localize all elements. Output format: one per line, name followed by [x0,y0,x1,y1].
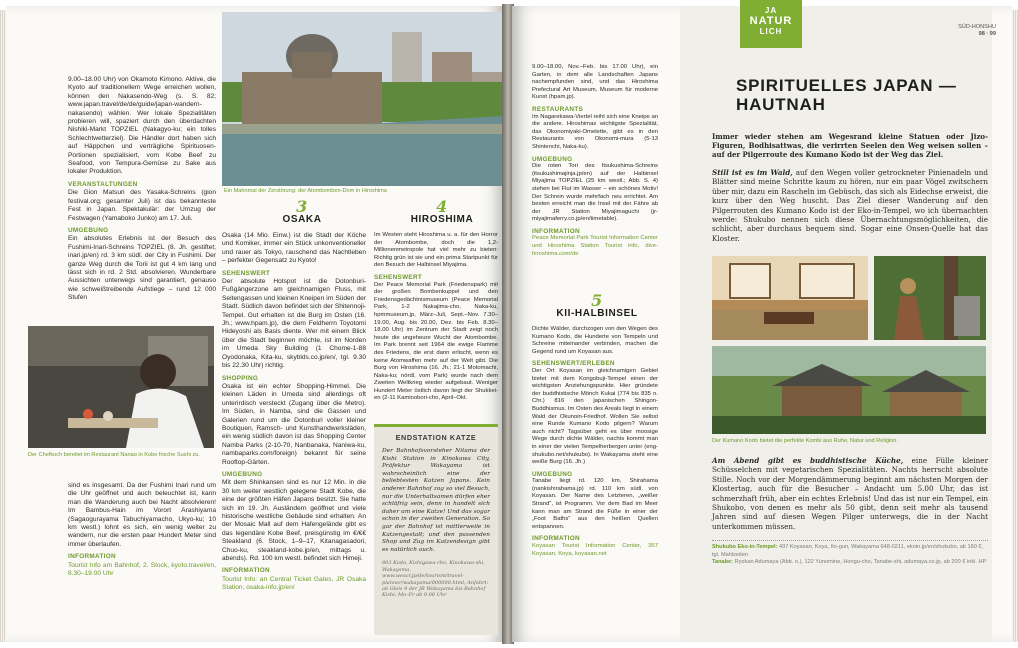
text-block: Dichte Wälder, durchzogen von den Wegen des Kumano Kodo, die Hunderte von Tempeln und Schreine miteinander verbinden, machen die Gegend rund um Koyasan aus. [532,326,658,355]
section-heading: INFORMATION [68,553,116,561]
temple-village-photo [712,346,986,434]
text-block: Mit dem Shinkansen sind es nur 12 Min. in die 30 km weiter westlich gelegene Stadt Kobe, die eine der größten Häfen Japans besitzt. Sie hatte sich im 19. Jh. Ausländern geöffnet und viele historische westliche Gebäude sind erhalten. An der Mosaic Mall auf dem Hafengelände gibt es das legendäre Kobe Beef, preisgünstig im €/€€ Steakland (6. Stock, 1–9–17, Kitanagasadori, Chuo-ku, steakland-kobe.jp/en, mittags u. abends). Rd. 100 km westl. befindet sich Himeji. [222,479,366,563]
body-1-text: auf den Wegen voller getrockneter Pinienadeln und Blätter sind meine Schritte kaum zu hören, nur ein paar Vögel zwitschern über mir, dazu ein Rascheln im Gebüsch, das sich als Eidechse erweist, die kurz über den Weg huscht. Das Ziel dieser Wanderung auf den Pilgerrouten des Kumano Kodo ist der Eko-in-Tempel, wo ich übernachten werde: Shukubo nennen sich diese Übernachtungsmöglichkeiten, die schlicht, aber durchaus bequem sind. Sogar eine Onsen-Quelle hat das Kloster. [712,168,988,243]
tag-line-3: LICH [759,27,783,36]
kii-heading [542,291,652,319]
section-heading: SHOPPING [222,374,259,382]
text-block: Tourist Info am Bahnhof, 2. Stock, kyoto.travel/en, 8.30–19.00 Uhr [68,561,216,578]
info-line-1 [712,544,988,559]
text-block: Osaka (14 Mio. Einw.) ist die Stadt der Köche und Komiker, immer ein Stück unkonventioneller und rauer als Tokyo, rauschend das Nachtleben – perfekter Gegensatz zu Kyoto! [222,232,366,265]
section-heading: UMGEBUNG [532,470,573,478]
text-block: 9.00–18.00, Nov.–Feb. bis 17.00 Uhr), ein Garten, in dem alle Landschaften Japans nachempfunden sind, und das Hiroshima Prefectural Art Museum, Museum für moderne Kunst (hpam.jp). [532,64,658,101]
kii-number: 5 [591,291,603,310]
katze-title: ENDSTATION KATZE [395,433,477,442]
kii-name: KII-HALBINSEL [556,308,638,319]
section-heading: UMGEBUNG [532,155,573,163]
hiroshima-name: HIROSHIMA [410,214,474,225]
text-block: Der absolute Hotspot ist die Dotonburi-Fußgängerzone am gleichnamigen Fluss, mit Seitengassen und kleinen Kneipen im Süden der Stadt. Südlich davon befindet sich der Shitennoji-Tempel. Gut erhalten ist die Burg im Osten (16. Jh.; www.hpam.jp), die dem Feldherrn Toyotomi Hideyoshi als Basis diente. Wer mit einem Blick über die Stadt beginnen möchte, ist im Norden im Umeda Sky Building (1 Chome-1-88 Oyodonaka, Kita-ku, skyblds.co.jp/en/, tgl. 9.30 bis 22.30 Uhr) richtig. [222,278,366,370]
text-block: Der Peace Memorial Park (Friedenspark) mit der großen Bombenkuppel und den Friedensgedächtnismuseum (Peace Memorial Park, 1-2 Nakajima-cho, Naka-ku, hpmmuseum.jp, März–Juli, Sept.–Nov. 7.30–19.00, Aug. bis 20.00, Dez. bis Feb. 8.30–18.00 Uhr) im Zentrum der Stadt zeigt noch heute die ungeheure Wucht der Atombombe. Im Park brennt seit 1964 die ewige Flamme des Friedens, die erst dann erlischt, wenn es keine Atomwaffen mehr auf der Welt gibt. Die Burg von Hiroshima (16. Jh.; 21-1 Motomachi, Naka-ku; nördl. vom Park) wurde nach dem Zweiten Weltkrieg wieder aufgebaut. Weniger Hundert Meter östlich davon liegt der Shukkei-en (2-11 Kaminobori-cho, April–Okt. [374,281,498,402]
section-heading: INFORMATION [532,535,580,543]
left-col-1b [68,482,216,580]
feature-title-line-2: HAUTNAH [736,95,826,114]
section-heading: UMGEBUNG [222,470,263,478]
text-block: Im Nagarekawa-Viertel reiht sich eine Kneipe an die andere. Hiroshimas wichtigste Spezialität, das Okonomiyaki-Omelette, gibt es in den Restaurants von Okonomi-mura (5-13 Shintenchi, Naka-ku). [532,113,658,150]
feature-title [736,76,996,114]
osaka-number: 3 [296,197,308,216]
text-block: Peace Memorial Park Tourist Information Center und Hiroshima Station Tourist info, dive-hiroshima.com/de [532,235,658,257]
info-1-text: 497 Koyasan, Koya, Ito-gun, Wakayama 648-0211, ekoin.jp/en/shukubo, ab 160 €, tgl. Mahlzeiten [712,544,984,558]
region-label: SÜD-HONSHU [958,24,996,30]
kumano-photo-caption: Der Kumano Kodo bietet die perfekte Kombi aus Ruhe, Natur und Religion. [712,438,898,444]
section-heading: SEHENSWERT/ERLEBEN [532,360,615,368]
hiroshima-heading [402,197,482,225]
text-block: Die Gion Matsuri des Yasaka-Schreins (gion festival.org; gesamter Juli) ist das bekannteste Fest in Japan. Spektakulär: der Umzug der Festwagen (Yamaboko Junko) am 17. Juli. [68,189,216,222]
feature-info [712,540,988,567]
tag-line-1: JA [764,6,778,15]
ryokan-room-photo [712,256,868,340]
left-col-1 [68,76,216,305]
page-number-block [958,24,996,38]
section-heading: INFORMATION [222,567,270,575]
text-block: 9.00–18.00 Uhr) von Okamoto Kimono. Aktive, die Kyoto auf traditionellem Wege erreichen wollen, können den Nakasendo-Weg (s. S. 82; www.japan.travel/de/de/guide/japan-wandern-nakasendo) wählen. Wer lokale Spezialitäten probieren will, spaziert durch den überdachten Nishiki-Markt TOPZIEL (Nakagyo-ku; ein tolles Schlechtwetterziel). Die Händler dort haben sich auf Häppchen und verträgliche Spirituosen-Portionen spezialisiert, vom Kobe Beef zu Seafood, von Tempura-Gemüse zu Sake aus lokaler Produktion. [68,76,216,176]
body-1-emphasis: Still ist es im Wald, [712,168,793,177]
left-col-2 [222,232,366,595]
right-col-1 [532,64,658,260]
osaka-heading [272,197,332,225]
text-block: Ein absolutes Erlebnis ist der Besuch des Fushimi-Inari-Schreins TOPZIEL (8. Jh. gestiftet; inari.jp/en) rd. 3 km südl. der City in Fushimi. Der ganze Weg durch die Torii ist gut 4 km lang und lässt sich in rd. 2 Std. absolvieren. Wunderbare Aussichten unterwegs sind garantiert, genauso wie schweißtreibende Aufstiege – rund 12 000 Stufen [68,235,216,302]
pilgrim-statue-photo [874,256,986,340]
atomic-dome-photo [222,12,504,186]
info-line-2 [712,559,988,567]
text-block: Der Ort Koyasan im gleichnamigen Gebiet bietet mit dem Kongobuji-Tempel einen der wichtigsten Anziehungspunkte. Hier gründete der buddhistische Mönch Kukai (774 bis 835 n. Chr.) 816 den japanischen Shingon-Buddhismus. Im Osten des Areals liegt in einem Wald der Okunoin-Friedhof. Wollen Sie selbst eine Runde Kumano Kodo pilgern? Warum auch nicht? Tagsüber geht es über moosige Wege durch dichte Wälder, nachts kommt man in einer der vielen Tempelherbergen unter (eng-shukubo.net/shukubo). In Wakayama steht eine weiße Burg (16. Jh.) [532,367,658,466]
section-heading: INFORMATION [532,227,580,235]
feature-body-1 [712,168,988,243]
feature-body-2 [712,456,988,531]
body-2-emphasis: Am Abend gibt es buddhistische Küche, [712,456,904,465]
body-2-text: eine Fülle kleiner Schüsselchen mit vegetarischen Spezialitäten. Nachts herrscht absolute Stille. Noch vor der Morgendämmerung beginnt am nächsten Morgen der Klostertag, auch für die Besucher – Andacht um 5.00 Uhr, das ist schmerzhaft früh, aber ein echtes Erlebnis! Und das ist nur ein Tempel, ein Shukobo, von denen es mehr als 50 gibt, denn seit mehr als tausend Jahren sind auf diesen Wegen Pilger unterwegs, die in der Nacht unterkommen müssen. [712,456,989,531]
left-col-3 [374,232,498,405]
info-2-text: Ryokan Adumaya (Abb. o.), 122 Yunomine, Hongu-cho, Tanabe-shi, adumaya.co.jp, ab 200 € inkl. HP [733,559,987,566]
feature-title-line-1: SPIRITUELLES JAPAN — [736,76,957,95]
section-heading: SEHENSWERT [374,273,423,281]
ja-natuerlich-tag [740,0,802,48]
info-1-label: Shukubo Eko-in-Tempel: [712,544,778,550]
section-heading: VERANSTALTUNGEN [68,180,138,188]
page-numbers: 98 · 99 [978,31,996,37]
page-edges-right [1011,10,1018,642]
text-block: Osaka ist ein echter Shopping-Himmel. Die kleinen Läden in Umeda sind allerdings oft unterirdisch versteckt (Zugang über die Metro). Im Süden, in Namba, sind die Gassen und Galerien rund um die Dotonburi voller kleiner Boutiquen, Ramsch- und Kunsthandwerksläden, ein wenig südlich davon ist das Shopping Center Namba Parks (2-10-70, Nanbanaka, Naniwa-ku, nambaparks.com/foreign) bekannt für seine Rooftop-Gärten. [222,382,366,466]
text-block: sind es insgesamt. Da der Fushimi Inari rund um die Uhr geöffnet und auch beleuchtet ist, kann man die Wanderung auch bei Nacht absolvieren! Im Bambus-Hain im Vorort Arashiyama (Sagaogurayama Tabuchiyamacho, Ukyo-ku; 10 km westl.) lohnt es sich, ein wenig weiter zu wandern, nur die ersten paar Hundert Meter sind immer überlaufen. [68,482,216,548]
endstation-katze-box [374,424,498,635]
left-page [6,6,504,642]
hiroshima-number: 4 [436,197,448,216]
katze-address: 803 Kodo, Kishigawa-cho, Kinokawa-shi, Wakayama, www.wescr.jp/de/tourism/travel-planner/wakayama/000000.html; Anfahrt: ab Gleis 9 der JR Wakayama bis Bahnhof Kishi; Mo–Fr ab 9.00 Uhr [382,560,489,599]
chef-photo-caption: Der Chefkoch bereitet im Restaurant Nanao in Kobe frische Sushi zu. [28,452,200,458]
text-block: Tourist Info: an Central Ticket Gates, JR Osaka Station, osaka-info.jp/en/ [222,575,366,592]
section-heading: UMGEBUNG [68,226,109,234]
text-block: Die roten Tori des Itsukushima-Schreins (itsukushimajinja.jp/en) auf der Halbinsel Miyajima TOPZIEL (25 km westl.; Abb. S. 4) stehen bei Flut im Wasser – ein schönes Motiv! Der Schrein wurde mehrfach neu errichtet. Am besten erreicht man die Insel mit der Fähre ab der JR Station Miyajimaguchi (jr-miyajimaferry.co.jp/en/timetable). [532,163,658,223]
section-heading: RESTAURANTS [532,105,584,113]
text-block: Im Westen steht Hiroshima u. a. für den Horror der Atombombe, doch die 1,2-Millionenmetropole hat viel mehr zu bieten: Richtig grün ist sie und ein prima Startpunkt für den Besuch der Halbinsel Miyajima. [374,232,498,269]
text-block: Koyasan Tourist Information Center, 357 Koyasan, Koya, koyasan.net [532,543,658,557]
right-col-1b [532,326,658,560]
text-block: Tanabe liegt rd. 120 km, Shirahama (nankishirahama.jp) rd. 110 km südl. von Koyasan. Der Name des Letzteren, „weißer Strand“, ist Programm. Vor dem Bad im Meer kann man am Strand die Füße in einer der „Foot Baths“ aus den heißen Quellen entspannen. [532,478,658,530]
katze-text: Der Bahnhofsvorsteher Nitama der Kishi Station in Kinokawa City, Präfektur Wakayama ist wahrscheinlich eine der beliebtesten Katzen Japans. Kein anderer Bahnhof zog so viel Besuch, nur die Unterhaltsamen dürfen eher schläfrig sein, denn in handelt sich daher um eine Katze! Und das sogar schon in der zweiten Generation. So gar der Bahnhof ist mittlerweile in Katzengestalt; und den passenden Shop und Zug im Katzendesign gibt es natürlich auch. [382,448,490,553]
section-heading: SEHENSWERT [222,269,271,277]
feature-lead: Immer wieder stehen am Wegesrand kleine Statuen oder Jizo-Figuren, Bodhisattwas, die verirrten Seelen den Weg weisen sollen – auf der Pilgerroute des Kumano Kodo ist der Weg das Ziel. [712,132,988,160]
info-2-label: Tanabe: [712,559,734,566]
tag-line-2: NATUR [749,15,793,27]
atomic-dome-caption: Ein Mahnmal der Zerstörung: der Atombomben-Dom in Hiroshima [224,188,387,194]
chef-photo [28,326,214,448]
osaka-name: OSAKA [282,214,322,225]
